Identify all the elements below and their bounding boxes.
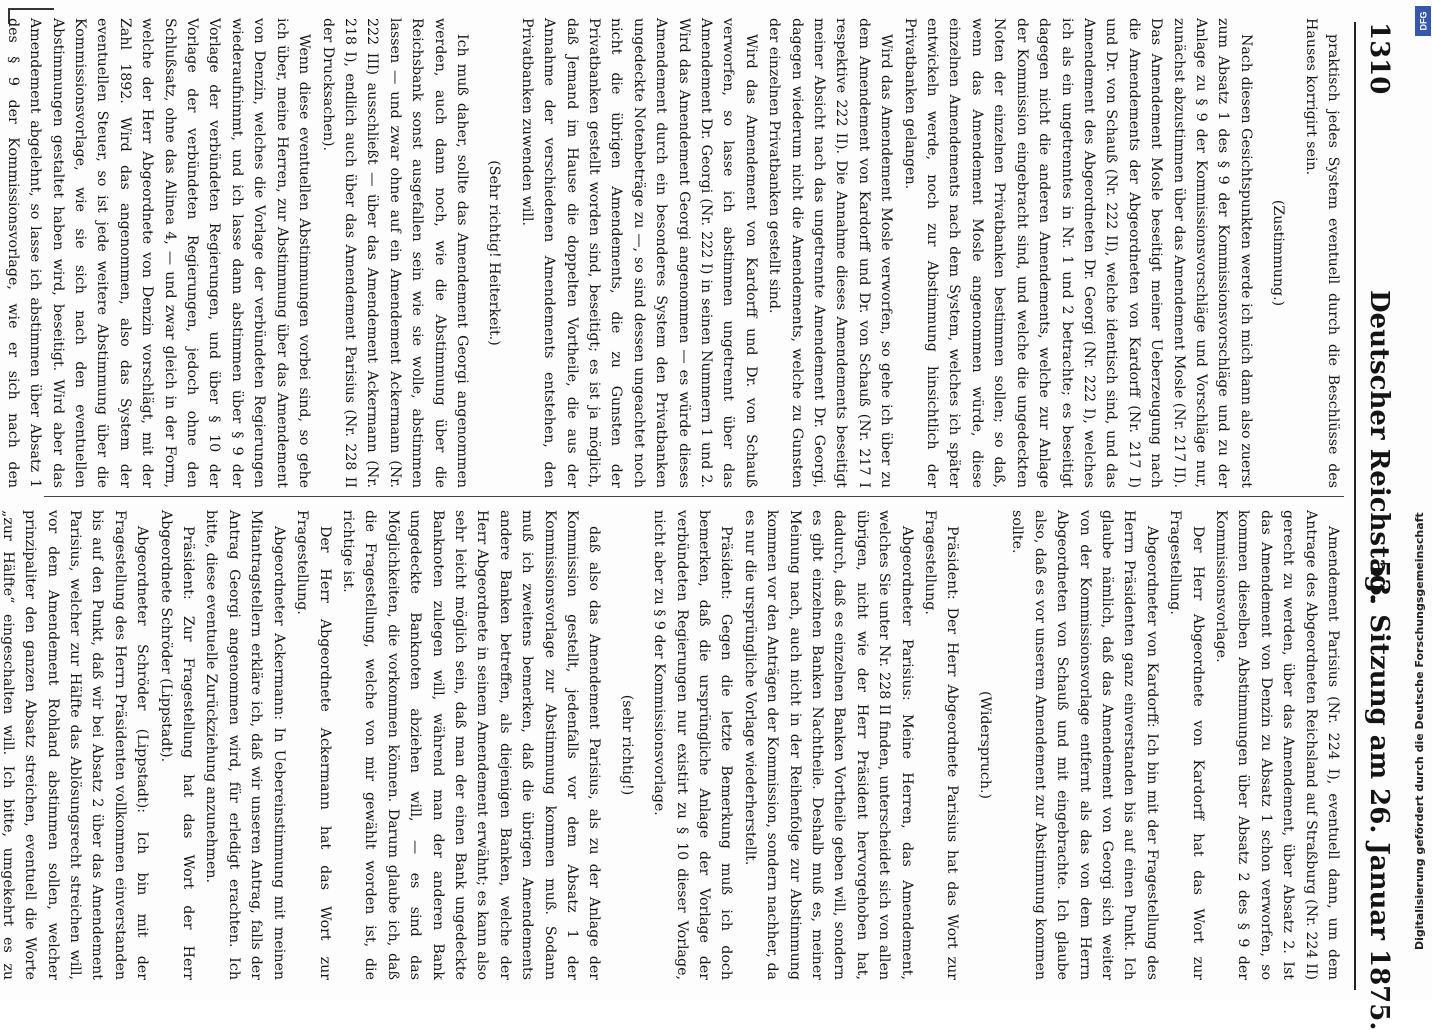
paragraph: Abgeordneter Ackermann: In Uebereinstimmung mit meinen Mitantragstellern erkläre ich, daß wir unseren Antrag, falls der Antrag Georgi angenommen wird, für erledigt erachten. Ich bitte, diese eventuelle Zurückziehung anzunehmen.	[203, 510, 287, 980]
paragraph: Abgeordneter Schröder (Lippstadt): Ich bin mit der Fragestellung des Herrn Präsidenten vollkommen einverstanden bis auf den Punkt, daß wir bei Absatz 2 über das Amendement Parisius, welcher zur Hälfte das Ablösungsrecht streichen will, vor dem Amendement Rohland abstimmen sollen, welcher prinzipaliter den ganzen Absatz streichen, eventuell die Worte „zur Hälfte“ eingeschalten will. Ich bitte, umgekehrt es zu	[0, 510, 151, 980]
paragraph: Der Herr Abgeordnete von Kardorff hat das Wort zur Fragestellung.	[1167, 510, 1206, 980]
interjection: (Zustimmung.)	[1270, 199, 1287, 307]
paragraph: Wird das Amendement von Kardorff und Dr. von Schauß verworfen, so lasse ich abstimmen ungetrennt über das Amendement Dr. Georgi (Nr. 222 I) in seinen Nummern 1 und 2. Wird das Amendement Georgi angenommen — es würde dieses Amendement durch ein besonderes System den Privatbanken ungedeckte Notenbeträge zu —, so sind dessen ungeachtet noch nicht die übrigen Amendements, die zu Gunsten der Privatbanken gestellt worden sind, beseitigt; es ist ja möglich, daß Jemand im Hause die doppelten Vortheile, die aus der Annahme der verschiedenen Amendements entstehen, den Privatbanken zuwenden will.	[518, 18, 759, 488]
paragraph: Ich muß daher, sollte das Amendement Georgi angenommen werden, auch dann noch, wie die Abstimmung über die Reichsbank sonst ausgefallen sein wie sie wolle, abstimmen lassen — und zwar ohne auf ein Amendement Ackermann (Nr. 222 III) ausschließt — über das Amendement Ackermann (Nr. 218 I), endlich auch über das Amendement Parisius (Nr. 228 II der Drucksachen).	[319, 18, 470, 488]
interjection: (sehr richtig!)	[618, 694, 635, 796]
page-number: 1310	[1364, 22, 1394, 95]
dfg-logo: DFG	[1415, 6, 1431, 36]
paragraph: Präsident: Zur Fragestellung hat das Wort der Herr Abgeordnete Schröder (Lippstadt).	[157, 510, 197, 980]
paragraph: Abgeordneter von Kardorff: Ich bin mit der Fragestellung des Herrn Präsidenten ganz einverstanden bis auf einen Punkt. Ich glaube nämlich, daß das Amendement von Georgi sich weiter von der Kommissionsvorlage entfernt als das von dem Herrn Abgeordneten von Schauß und mit eingebrachte. Ich glaube also, daß es vor unserem Amendement zur Abstimmung kommen sollte.	[1009, 510, 1160, 980]
paragraph: Wird das Amendement Mosle verworfen, so gehe ich über zu dem Amendement von Kardorff und Dr. von Schauß (Nr. 217 I respektive 222 II). Die Annahme dieses Amendements beseitigt meiner Absicht nach das ungetrennte Amendement Dr. Georgi, dagegen wiederum nicht die Amendements, welche zu Gunsten der einzelnen Privatbanken gestellt sind.	[766, 18, 895, 488]
paragraph: Nach diesen Gesichtspunkten werde ich mich dann also zuerst zum Absatz 1 des § 9 der Kommissionsvorschläge und zu der Anlage zu § 9 der Kommissionsvorschläge und Vorschläge nur, zunächst abzustimmen über das Amendement Mosle (Nr. 217 II). Das Amendement Mosle beseitigt meiner Ueberzeugung nach die Amendements der Abgeordneten von Kardorff (Nr. 217 I) und Dr. von Schauß (Nr. 222 II), welche identisch sind, und das Amendement des Abgeordneten Dr. Georgi (Nr. 222 I), welches ich als ein ungetrenntes in Nr. 1 und 2 betrachte; es beseitigt dagegen nicht die anderen Amendements, welche zur Anlage der Kommission eingebracht sind, und welche die ungedeckten Noten der einzelnen Privatbanken bestimmen sollen; so daß, wenn das Amendement Mosle angenommen würde, diese einzelnen Amendements nach dem System, welches ich später entwickeln werde, noch zur Abstimmung hinsichtlich der Privatbanken gelangen.	[901, 18, 1254, 488]
paragraph: Wenn diese eventuellen Abstimmungen vorbei sind, so gehe ich über, meine Herren, zur Abstimmung über das Amendement von Denzin, welches die Vorlage der verbündeten Regierungen wiederaufnimmt, und ich lasse dann abstimmen über § 9 der Vorlage der verbündeten Regierungen, und über § 10 der Vorlage der verbündeten Regierungen, jedoch ohne den Schlußsatz, ohne das Alinea 4, — und zwar gleich in der Form, welche der Herr Abgeordnete von Denzin vorschlägt, mit der Zahl 1892. Wird das angenommen, also das System der eventuellen Steuer, so ist jede weitere Abstimmung über die Kommissionsvorlage, wie sie sich nach den eventuellen Abstimmungen gestaltet haben wird, beseitigt. Wird aber das Amendement abgelehnt, so lasse ich abstimmen über Absatz 1 des § 9 der Kommissionsvorlage, wie er sich nach den	[4, 18, 313, 488]
publication-title: Deutscher Reichstag.	[1364, 290, 1394, 603]
page-header	[1358, 0, 1398, 1030]
paragraph: daß also das Amendement Parisius, als zu der Anlage der Kommission gestellt, jedenfalls vor dem Absatz 1 der Kommissionsvorlage zur Abstimmung kommen muß. Sodann muß ich zweitens bemerken, daß die übrigen Amendements andere Banken betreffen, als diejenigen Banken, welche der Herr Abgeordnete in seinem Amendement erwähnt; es kann also sehr leicht möglich sein, daß man der einen Bank ungedeckte Banknoten zulegen will, während man der anderen Bank ungedeckte Banknoten abziehen will, — es sind das Möglichkeiten, die vorkommen können. Darum glaube ich, daß die Fragestellung, welche von mir gewählt worden ist, die richtige ist.	[339, 510, 603, 980]
paragraph: Der Herr Abgeordnete Ackermann hat das Wort zur Fragestellung.	[294, 510, 333, 980]
paragraph: Präsident: Der Herr Abgeordnete Parisius hat das Wort zur Fragestellung.	[922, 510, 961, 980]
paragraph: Präsident: Gegen die letzte Bemerkung muß ich doch bemerken, daß die ursprüngliche Anlage der Vorlage der verbündeten Regierungen nur existirt zu § 10 dieser Vorlage, nicht aber zu § 9 der Kommissionsvorlage.	[651, 510, 735, 980]
column-separator	[44, 496, 1344, 497]
left-column	[4, 18, 1344, 488]
paragraph: Amendement Parisius (Nr. 224 I), eventuell dann, um dem Antrage des Abgeordneten Reichsland auf Straßburg (Nr. 224 II) gerecht zu werden, über das Amendement, über Absatz 2. Ist das Amendement von Denzin zu Absatz 1 schon verworfen, so kommen dieselben Abstimmungen über Absatz 2 des § 9 der Kommissionsvorlage.	[1212, 510, 1341, 980]
interjection: (Widerspruch.)	[976, 690, 993, 800]
paragraph: praktisch jedes System eventuell durch die Beschlüsse des Hauses korrigirt sein.	[1302, 18, 1341, 488]
session-title: 53. Sitzung am 26. Januar 1875.	[1364, 560, 1394, 1030]
paragraph: Abgeordneter Parisius: Meine Herren, das Amendement, welches Sie unter Nr. 228 II finden, unterscheidet sich von allen übrigen, nicht wie der Herr Präsident hervorgehoben hat, dadurch, daß es einzelnen Banken Vortheile geben will, sondern es gibt einzelnen Banken Nachtheile. Deshalb muß es, meiner Meinung nach, auch nicht in der Reihenfolge zur Abstimmung kommen vor den Anträgen der Kommission, sondern nachher, da es nur die ursprüngliche Vorlage wiederherstellt.	[741, 510, 915, 980]
right-column	[0, 510, 1344, 980]
interjection: (Sehr richtig! Heiterkeit.)	[486, 160, 503, 346]
header-rule	[1354, 22, 1356, 990]
digitization-credit: Digitalisierung gefördert durch die Deutsche Forschungsgemeinschaft	[1413, 512, 1426, 950]
